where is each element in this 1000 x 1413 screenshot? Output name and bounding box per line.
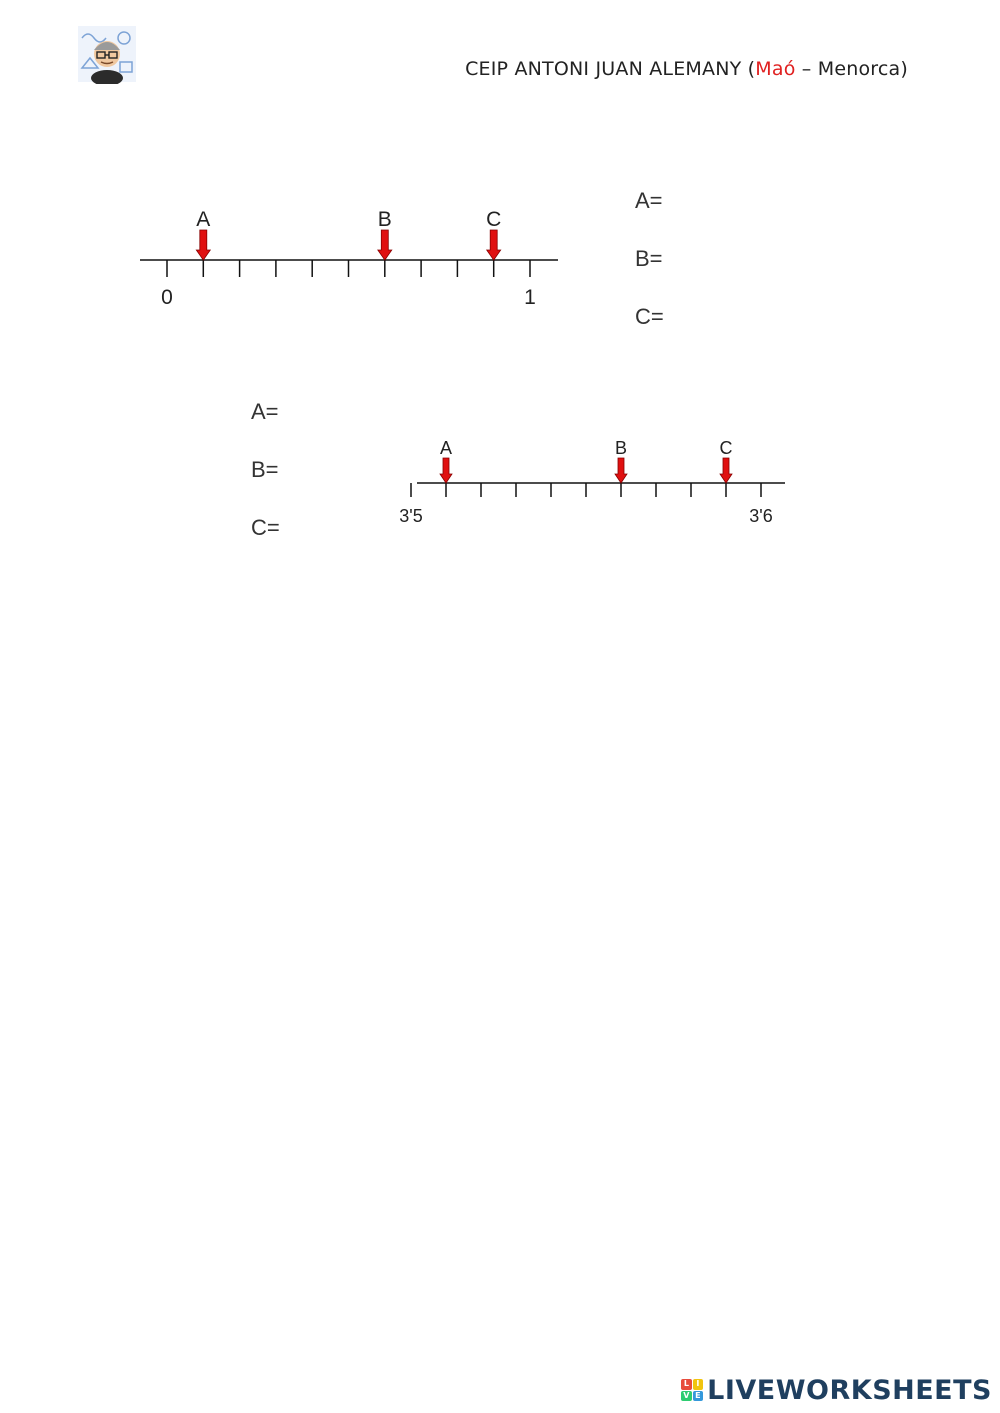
school-name: CEIP ANTONI JUAN ALEMANY ( bbox=[465, 58, 756, 80]
logo-letter: E bbox=[693, 1391, 704, 1402]
answer-label-b-2: B= bbox=[251, 457, 279, 482]
marker-label-b: B bbox=[614, 438, 628, 458]
answer-label-c-1: C= bbox=[635, 304, 664, 329]
start-label: 3'5 bbox=[399, 506, 423, 526]
logo-letter: L bbox=[681, 1379, 692, 1390]
marker-label-c: C bbox=[486, 208, 502, 231]
answer-label-a-2: A= bbox=[251, 399, 279, 424]
marker-arrow-b bbox=[615, 458, 627, 483]
marker-arrow-c bbox=[720, 458, 732, 483]
island-name: – Menorca) bbox=[795, 58, 908, 80]
end-label: 1 bbox=[524, 286, 536, 309]
answer-label-b-1: B= bbox=[635, 246, 663, 271]
marker-label-b: B bbox=[377, 208, 392, 231]
logo-letter: V bbox=[681, 1391, 692, 1402]
city-name: Maó bbox=[755, 58, 796, 80]
answer-label-a-1: A= bbox=[635, 188, 663, 213]
start-label: 0 bbox=[161, 286, 173, 309]
liveworksheets-brand: LIVEWORKSHEETS bbox=[707, 1374, 992, 1406]
marker-label-c: C bbox=[719, 438, 733, 458]
marker-arrow-a bbox=[440, 458, 452, 483]
liveworksheets-logo-icon bbox=[681, 1379, 703, 1401]
logo-letter: I bbox=[693, 1379, 704, 1390]
answer-label-c-2: C= bbox=[251, 515, 280, 540]
end-label: 3'6 bbox=[749, 506, 773, 526]
marker-label-a: A bbox=[196, 208, 211, 231]
marker-label-a: A bbox=[439, 438, 453, 458]
liveworksheets-footer bbox=[681, 1375, 992, 1405]
